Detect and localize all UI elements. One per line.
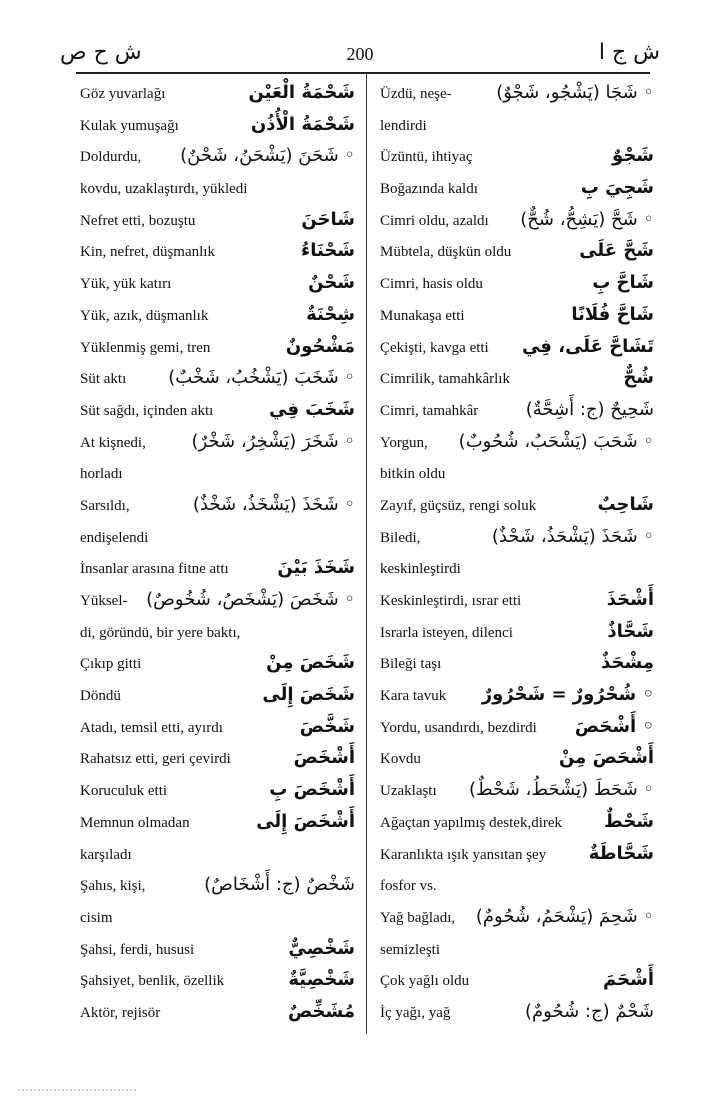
- dictionary-entry: [80, 238, 355, 270]
- dictionary-entry: [380, 365, 654, 397]
- entry-arabic-term: ◦ شَحِمَ (يَشْحَمُ، شُحُومٌ): [475, 905, 654, 927]
- entry-arabic-term: مَشْحُونٌ: [285, 335, 355, 357]
- entry-arabic-term: شَحِيحٌ (ج: أَشِحَّةٌ): [525, 398, 654, 420]
- dictionary-entry: [380, 175, 654, 207]
- header-rule: [76, 72, 650, 74]
- dictionary-entry: [80, 429, 355, 461]
- entry-arabic-term: مُشَخِّصٌ: [288, 1000, 355, 1022]
- entry-translation: endişelendi: [80, 529, 149, 546]
- dictionary-entry: [80, 460, 355, 492]
- entry-translation: Kara tavuk: [380, 688, 447, 705]
- dictionary-entry: [80, 777, 355, 809]
- dictionary-entry: [80, 175, 355, 207]
- dictionary-entry: [80, 650, 355, 682]
- entry-translation: Cimrilik, tamahkârlık: [380, 371, 510, 388]
- dictionary-entry: [80, 302, 355, 334]
- dictionary-entry: [80, 555, 355, 587]
- dictionary-entry: [80, 714, 355, 746]
- header-right-letters: ش ج ا: [598, 40, 660, 65]
- dictionary-entry: [80, 143, 355, 175]
- entry-arabic-term: ◦ شَحَّ (يَشِحُّ، شُحٌّ): [520, 208, 654, 230]
- entry-translation: Karanlıkta ışık yansıtan şey: [380, 846, 547, 863]
- dictionary-entry: [380, 207, 654, 239]
- entry-translation: Çekişti, kavga etti: [380, 339, 489, 356]
- entry-arabic-term: شَحْطٌ: [604, 810, 654, 832]
- dictionary-entry: [380, 619, 654, 651]
- entry-arabic-term: ◦ أَشْحَصَ: [574, 715, 654, 737]
- entry-translation: Zayıf, güçsüz, rengi soluk: [380, 497, 537, 514]
- header-left-letters: ش ح ص: [60, 40, 142, 65]
- entry-translation: Rahatsız etti, geri çevirdi: [80, 751, 231, 768]
- entry-arabic-term: ◦ شَخَرَ (يَشْخِرُ، شَخْرٌ): [191, 430, 355, 452]
- entry-translation: Yüksel-: [80, 593, 128, 609]
- page-header: [60, 38, 660, 72]
- entry-arabic-term: أَشْخَصَ بِ: [269, 779, 355, 801]
- entry-translation: Şahıs, kişi,: [80, 878, 146, 895]
- entry-arabic-term: شَحَّاطَةٌ: [588, 842, 654, 864]
- entry-arabic-term: أَشْحَمَ: [603, 969, 654, 991]
- dictionary-entry: [380, 745, 654, 777]
- dictionary-entry: [80, 397, 355, 429]
- entry-arabic-term: شَخَذَ بَيْنَ: [277, 557, 355, 579]
- entry-translation: At kişnedi,: [80, 434, 146, 451]
- entry-arabic-term: ◦ شَحَذَ (يَشْحَذُ، شَحْذٌ): [491, 525, 654, 547]
- dictionary-entry: [80, 365, 355, 397]
- entry-translation: bitkin oldu: [380, 466, 446, 483]
- dictionary-entry: [80, 841, 355, 873]
- entry-translation: Yük, azık, düşmanlık: [80, 307, 209, 324]
- dictionary-entry: [80, 904, 355, 936]
- entry-translation: Üzdü, neşe-: [380, 86, 452, 102]
- entry-arabic-term: شَخْصِيَّةٌ: [288, 969, 355, 991]
- dictionary-entry: [380, 112, 654, 144]
- entry-translation: İç yağı, yağ: [380, 1004, 451, 1021]
- entry-translation: Mübtela, düşkün oldu: [380, 244, 512, 261]
- entry-translation: fosfor vs.: [380, 878, 437, 895]
- entry-arabic-term: ◦ شَجَا (يَشْجُو، شَجْوٌ): [496, 82, 654, 103]
- entry-arabic-term: شَخْصِيٌّ: [288, 937, 355, 959]
- entry-arabic-term: شَخَصَ إِلَى: [262, 684, 355, 706]
- entry-translation: Keskinleştirdi, ısrar etti: [380, 593, 522, 609]
- entry-translation: Atadı, temsil etti, ayırdı: [80, 719, 223, 736]
- entry-translation: Aktör, rejisör: [80, 1004, 161, 1021]
- dictionary-entry: [380, 841, 654, 873]
- dictionary-entry: [80, 80, 355, 112]
- entry-translation: Yordu, usandırdı, bezdirdi: [380, 719, 537, 736]
- dictionary-entry: [380, 492, 654, 524]
- entry-arabic-term: شَاحِبٌ: [597, 493, 654, 515]
- dictionary-entry: [80, 334, 355, 366]
- dictionary-entry: [380, 682, 654, 714]
- entry-translation: Süt sağdı, içinden aktı: [80, 402, 214, 419]
- entry-arabic-term: ◦ شَخَذَ (يَشْخَذُ، شَخْذٌ): [192, 493, 355, 515]
- dictionary-entry: [80, 745, 355, 777]
- entry-translation: Israrla isteyen, dilenci: [380, 624, 513, 641]
- dictionary-entry: [380, 238, 654, 270]
- entry-arabic-term: شَحَّاذٌ: [607, 620, 654, 642]
- entry-arabic-term: شَاحَنَ: [301, 208, 355, 230]
- dictionary-entry: [380, 429, 654, 461]
- entry-arabic-term: شَحْمَةُ الْعَيْن: [248, 82, 355, 103]
- dictionary-entry: [80, 270, 355, 302]
- left-column: [80, 80, 355, 1031]
- dictionary-entry: [380, 714, 654, 746]
- entry-translation: Doldurdu,: [80, 149, 142, 166]
- entry-translation: di, göründü, bir yere baktı,: [80, 624, 241, 641]
- entry-arabic-term: ◦ شَحَطَ (يَشْحَطُ، شَحْطٌ): [469, 779, 654, 801]
- dictionary-entry: [80, 809, 355, 841]
- dictionary-entry: [80, 112, 355, 144]
- dictionary-entry: [380, 143, 654, 175]
- entry-arabic-term: شَخَبَ فِي: [269, 398, 355, 420]
- entry-translation: Bileği taşı: [380, 656, 442, 673]
- entry-translation: Boğazında kaldı: [380, 181, 478, 198]
- dictionary-entry: [380, 999, 654, 1031]
- entry-translation: semizleşti: [380, 941, 440, 958]
- entry-arabic-term: شَجِيَ بِ: [580, 177, 654, 199]
- dictionary-entry: [80, 524, 355, 556]
- entry-arabic-term: شَاحَّ بِ: [592, 272, 654, 294]
- entry-translation: Yüklenmiş gemi, tren: [80, 339, 211, 356]
- dictionary-entry: [380, 555, 654, 587]
- entry-translation: Şahsi, ferdi, hususi: [80, 941, 195, 958]
- entry-translation: Kovdu: [380, 751, 421, 768]
- dictionary-entry: [80, 936, 355, 968]
- dictionary-entry: [380, 302, 654, 334]
- dictionary-entry: [80, 207, 355, 239]
- entry-arabic-term: شَجْوٌ: [612, 145, 654, 167]
- entry-arabic-term: شِحْنَةٌ: [306, 303, 355, 325]
- dictionary-entry: [380, 809, 654, 841]
- entry-translation: Cimri oldu, azaldı: [380, 212, 489, 229]
- entry-translation: Biledi,: [380, 529, 421, 546]
- page-edge-mark: [18, 1080, 138, 1094]
- entry-translation: Uzaklaştı: [380, 783, 437, 800]
- entry-arabic-term: شُحٌّ: [623, 367, 654, 389]
- dictionary-entry: [380, 460, 654, 492]
- entry-arabic-term: ◦ شَخَبَ (يَشْخُبُ، شَخْبٌ): [168, 367, 355, 389]
- column-divider: [366, 74, 367, 1034]
- dictionary-entry: [380, 872, 654, 904]
- entry-arabic-term: شَحْمَةُ الْأُذُن: [250, 113, 355, 135]
- dictionary-entry: [380, 270, 654, 302]
- dictionary-entry: [80, 999, 355, 1031]
- right-column: [380, 80, 654, 1031]
- entry-arabic-term: شَخَصَ مِنْ: [266, 652, 355, 674]
- dictionary-entry: [380, 524, 654, 556]
- dictionary-entry: [380, 904, 654, 936]
- entry-arabic-term: أَشْخَصَ: [293, 747, 355, 769]
- dictionary-entry: [380, 80, 654, 112]
- dictionary-entry: [380, 397, 654, 429]
- entry-translation: Üzüntü, ihtiyaç: [380, 149, 473, 166]
- entry-translation: Çıkıp gitti: [80, 656, 142, 673]
- entry-translation: Koruculuk etti: [80, 783, 168, 800]
- entry-arabic-term: تَشَاحَّ عَلَى، فِي: [521, 335, 654, 357]
- entry-translation: cisim: [80, 909, 113, 926]
- entry-translation: Ağaçtan yapılmış destek,direk: [380, 814, 563, 831]
- dictionary-entry: [380, 587, 654, 619]
- entry-arabic-term: ◦ شَحَنَ (يَشْحَنُ، شَحْنٌ): [180, 145, 355, 167]
- dictionary-entry: [380, 334, 654, 366]
- entry-arabic-term: أَشْحَذَ: [606, 589, 654, 610]
- entry-translation: Çok yağlı oldu: [380, 973, 470, 990]
- entry-arabic-term: شَخَّصَ: [299, 715, 355, 737]
- entry-translation: Yorgun,: [380, 434, 428, 451]
- entry-translation: Cimri, tamahkâr: [380, 402, 479, 419]
- dictionary-entry: [380, 936, 654, 968]
- entry-translation: Göz yuvarlağı: [80, 86, 166, 102]
- entry-translation: Yağ bağladı,: [380, 909, 456, 926]
- entry-arabic-term: شَخْصٌ (ج: أَشْخَاصٌ): [204, 874, 355, 896]
- entry-arabic-term: أَشْخَصَ إِلَى: [256, 810, 355, 832]
- entry-translation: Şahsiyet, benlik, özellik: [80, 973, 225, 990]
- dictionary-entry: [80, 967, 355, 999]
- entry-arabic-term: ◦ شَحَبَ (يَشْحَبُ، شُحُوبٌ): [458, 430, 654, 452]
- entry-arabic-term: شَحْمٌ (ج: شُحُومٌ): [525, 1000, 654, 1022]
- page-number: 200: [346, 44, 374, 64]
- entry-translation: Döndü: [80, 688, 121, 705]
- entry-arabic-term: ◦ شُحْرُورٌ = شَحْرُورٌ: [481, 684, 654, 706]
- entry-translation: lendirdi: [380, 117, 427, 134]
- dictionary-entry: [80, 619, 355, 651]
- entry-translation: İnsanlar arasına fitne attı: [80, 561, 229, 578]
- entry-translation: Yük, yük katırı: [80, 276, 172, 293]
- entry-translation: Sarsıldı,: [80, 497, 130, 514]
- entry-arabic-term: أَشْحَصَ مِنْ: [558, 747, 654, 769]
- entry-translation: Cimri, hasis oldu: [380, 276, 483, 293]
- dictionary-entry: [380, 967, 654, 999]
- dictionary-entry: [80, 492, 355, 524]
- entry-translation: Kulak yumuşağı: [80, 117, 179, 134]
- dictionary-entry: [80, 872, 355, 904]
- entry-translation: karşıladı: [80, 846, 132, 863]
- entry-arabic-term: شَاحَّ فُلَانًا: [571, 303, 654, 325]
- entry-arabic-term: شَحْنَاءُ: [301, 240, 355, 262]
- dictionary-entry: [380, 650, 654, 682]
- entry-translation: kovdu, uzaklaştırdı, yükledi: [80, 181, 248, 198]
- entry-translation: Kin, nefret, düşmanlık: [80, 244, 215, 261]
- entry-arabic-term: شَحْنٌ: [308, 272, 355, 294]
- entry-arabic-term: مِشْحَذٌ: [601, 652, 654, 674]
- entry-translation: Süt aktı: [80, 371, 127, 388]
- entry-arabic-term: شَحَّ عَلَى: [579, 240, 654, 262]
- entry-translation: keskinleştirdi: [380, 561, 461, 578]
- entry-translation: Munakaşa etti: [380, 307, 465, 324]
- dictionary-entry: [380, 777, 654, 809]
- entry-translation: horladı: [80, 466, 123, 483]
- entry-translation: Memnun olmadan: [80, 814, 190, 831]
- dictionary-entry: [80, 682, 355, 714]
- entry-translation: Nefret etti, bozuştu: [80, 212, 196, 229]
- dictionary-entry: [80, 587, 355, 619]
- entry-arabic-term: ◦ شَخَصَ (يَشْخَصُ، شُخُوصٌ): [146, 589, 355, 610]
